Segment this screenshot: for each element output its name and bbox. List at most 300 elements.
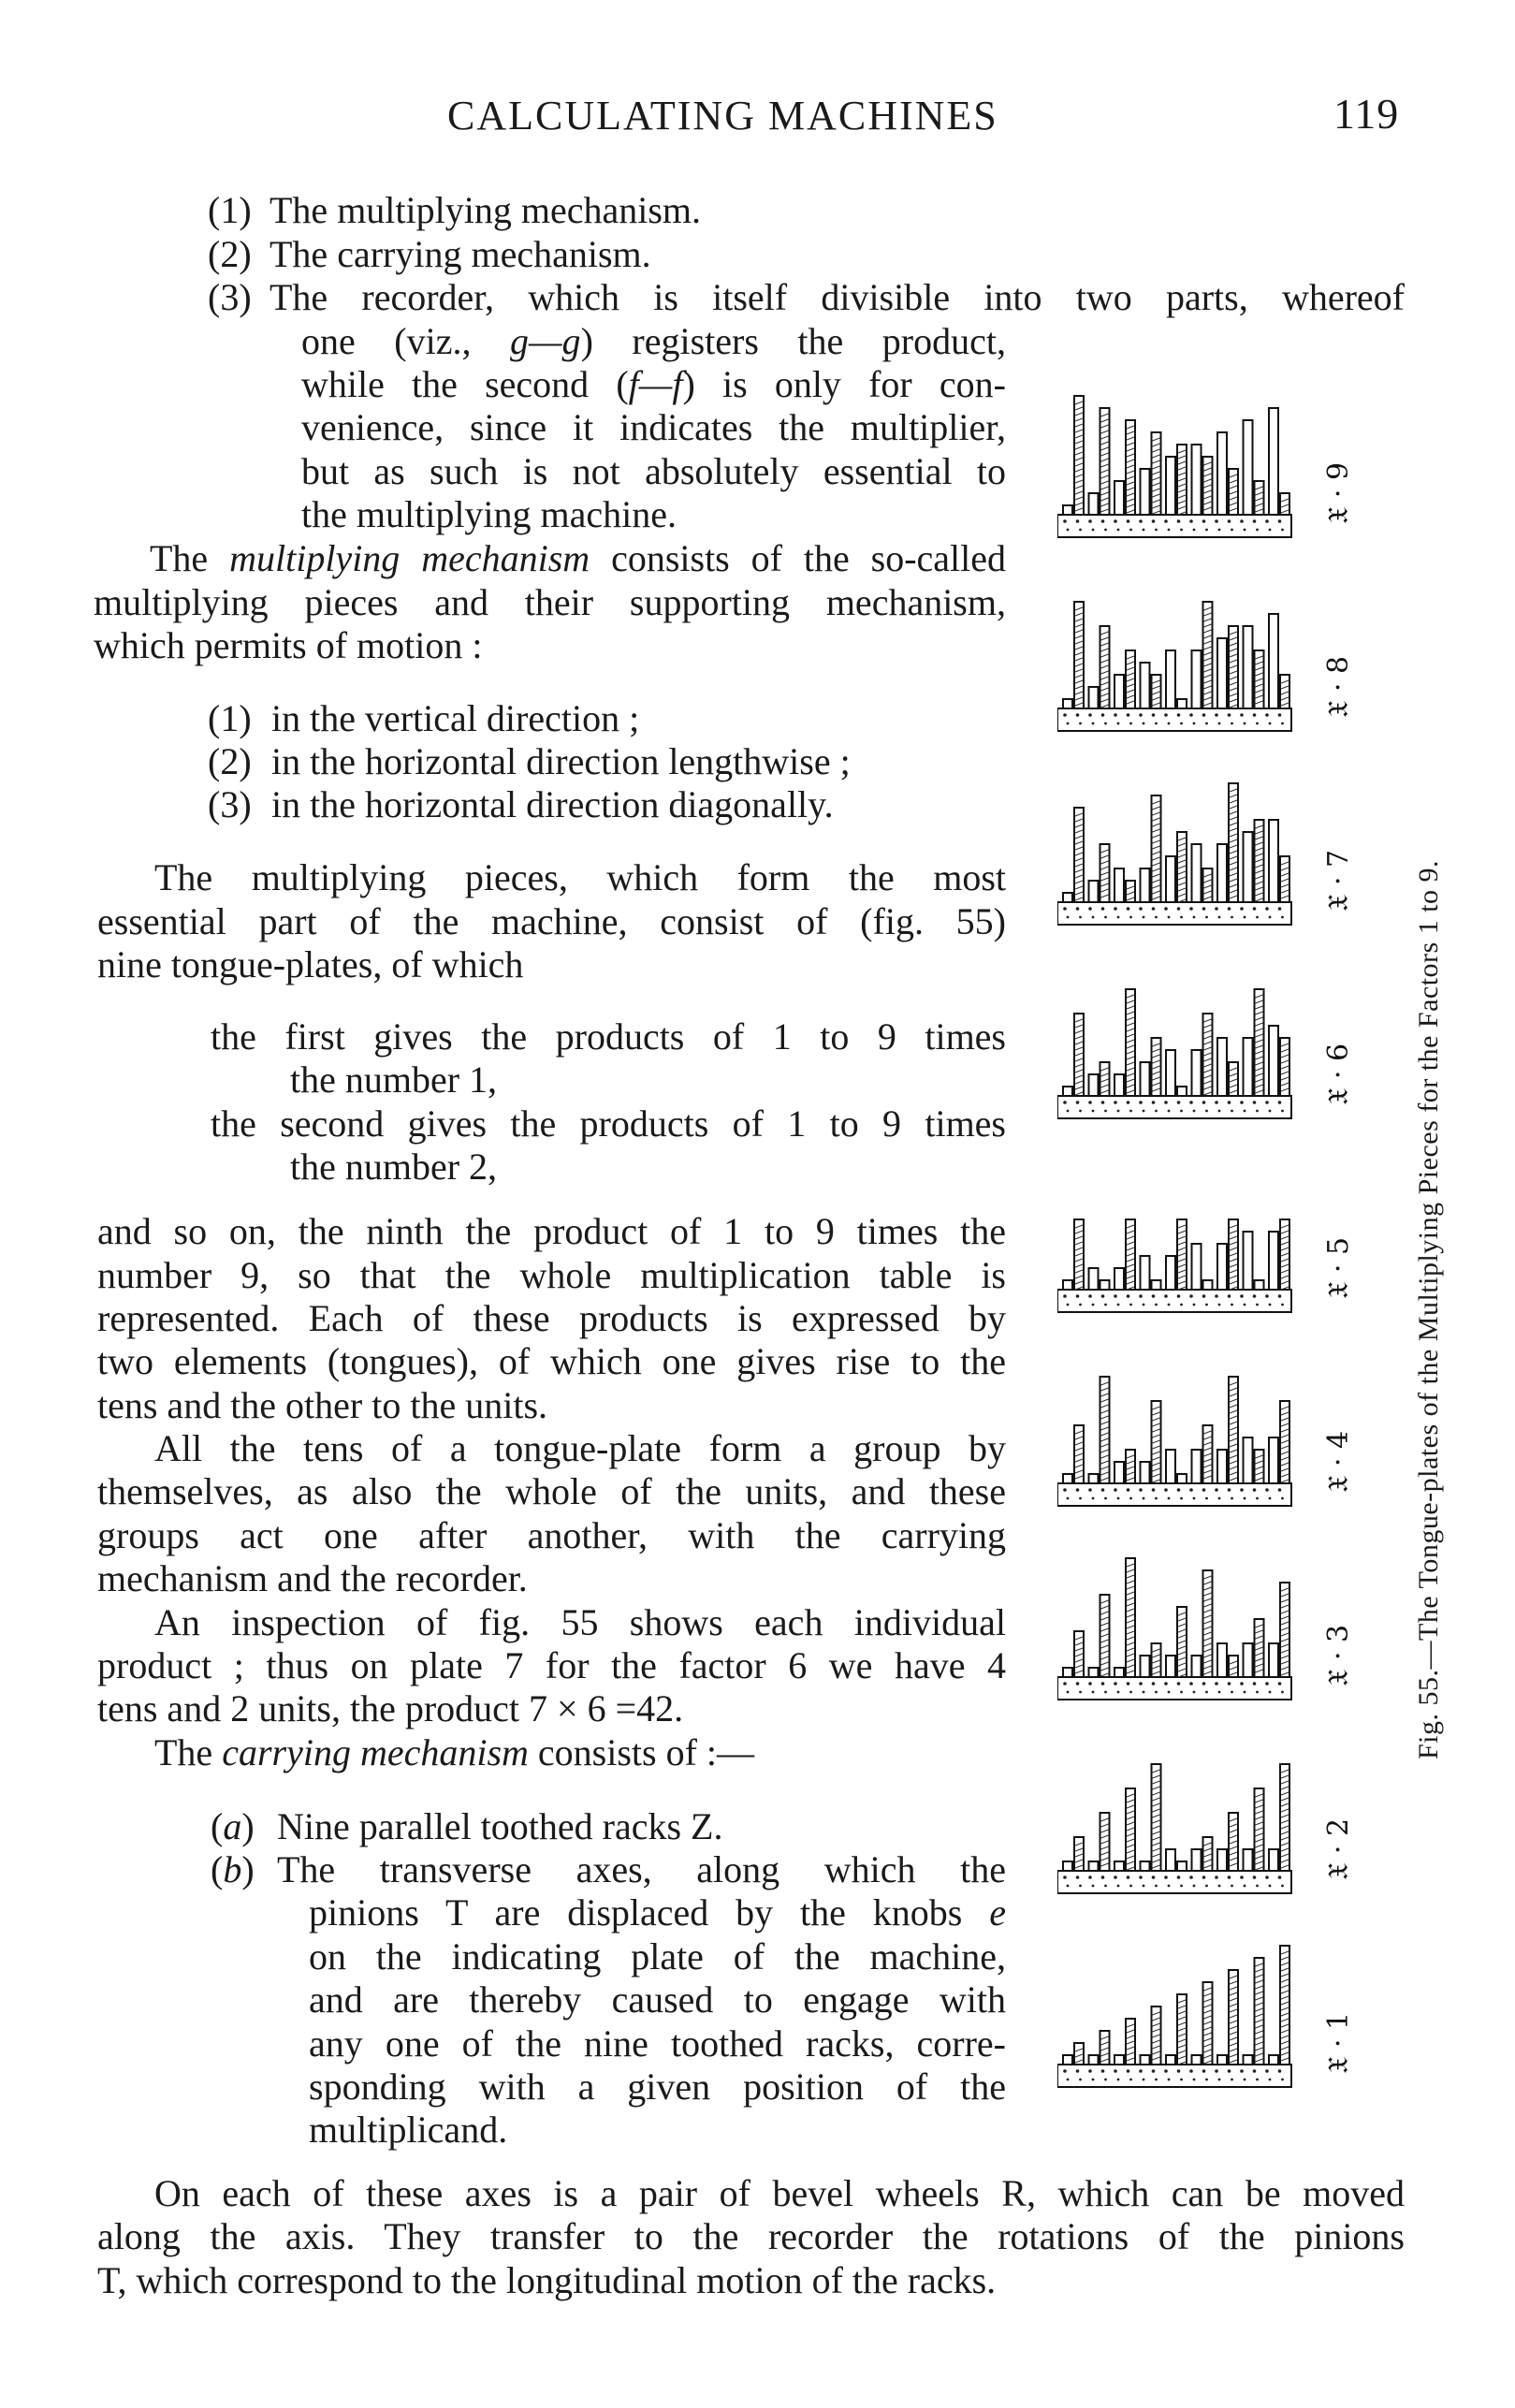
base-mark <box>1202 519 1206 523</box>
base-mark <box>1129 1691 1132 1694</box>
base-mark <box>1278 2069 1282 2073</box>
paragraph-line: tens and the other to the units. <box>97 1384 548 1426</box>
base-mark <box>1168 1691 1171 1694</box>
base-mark <box>1088 907 1092 911</box>
base-mark <box>1139 1294 1143 1298</box>
base-mark <box>1114 1682 1117 1686</box>
paragraph-line: nine tongue-plates, of which <box>97 943 524 985</box>
tens-tongue <box>1141 469 1150 515</box>
base-mark <box>1101 1875 1105 1879</box>
paragraph-line: which permits of motion : <box>94 624 483 666</box>
base-mark <box>1180 722 1183 725</box>
tens-tongue <box>1217 1244 1227 1290</box>
plate-label: 𝔛 · 8 <box>1322 655 1355 718</box>
plate-base <box>1057 2065 1291 2087</box>
base-mark <box>1127 2069 1130 2073</box>
base-mark <box>1114 713 1117 717</box>
base-mark <box>1079 2079 1082 2081</box>
base-mark <box>1202 907 1206 911</box>
list-item-number: (3) <box>208 783 252 825</box>
base-mark <box>1253 2069 1257 2073</box>
units-tongue <box>1255 1280 1264 1290</box>
base-mark <box>1244 1304 1246 1306</box>
tens-tongue <box>1166 457 1175 515</box>
list-item-text: in the horizontal direction diagonally. <box>271 783 834 825</box>
base-mark <box>1215 1875 1218 1879</box>
plate-base <box>1057 902 1291 925</box>
base-mark <box>1244 2079 1246 2081</box>
base-mark <box>1180 1497 1183 1500</box>
base-mark <box>1104 916 1107 919</box>
list-item-text: pinions T are displaced by the knobs e <box>309 1891 1006 1934</box>
tens-tongue <box>1269 820 1278 902</box>
tens-tongue <box>1192 650 1202 708</box>
base-mark <box>1231 1885 1233 1888</box>
base-mark <box>1076 713 1080 717</box>
tongue-plate <box>1057 1558 1355 1700</box>
tens-tongue <box>1217 2055 1227 2065</box>
base-mark <box>1253 907 1257 911</box>
list-item-text: the multiplying machine. <box>301 493 677 535</box>
tens-tongue <box>1114 481 1124 515</box>
units-tongue <box>1177 1474 1187 1483</box>
base-mark <box>1143 1110 1145 1113</box>
base-mark <box>1244 1885 1246 1888</box>
tongue-plate <box>1057 1764 1355 1893</box>
plate-base <box>1057 1677 1291 1700</box>
base-mark <box>1240 1101 1244 1104</box>
base-mark <box>1139 907 1143 911</box>
base-mark <box>1079 1691 1082 1694</box>
tens-tongue <box>1192 2055 1202 2065</box>
units-tongue <box>1177 1861 1187 1871</box>
tongue-plate <box>1057 602 1355 731</box>
base-mark <box>1164 713 1168 717</box>
base-mark <box>1155 529 1158 532</box>
base-mark <box>1228 1294 1231 1298</box>
tens-tongue <box>1089 2055 1099 2065</box>
tens-tongue <box>1166 1450 1175 1483</box>
base-mark <box>1164 1488 1168 1492</box>
base-mark <box>1240 2069 1244 2073</box>
base-mark <box>1265 2069 1269 2073</box>
base-mark <box>1189 1682 1193 1686</box>
base-mark <box>1253 1488 1257 1492</box>
base-mark <box>1092 1304 1095 1306</box>
base-mark <box>1202 1488 1206 1492</box>
base-mark <box>1218 1304 1221 1306</box>
tens-tongue <box>1063 2055 1072 2065</box>
base-mark <box>1180 1885 1183 1888</box>
base-mark <box>1193 1110 1196 1113</box>
base-mark <box>1228 1488 1231 1492</box>
base-mark <box>1202 1682 1206 1686</box>
base-mark <box>1231 529 1233 532</box>
figure-caption: Fig. 55.—The Tongue-plates of the Multiplying Pieces for the Factors 1 to 9. <box>1413 859 1444 1759</box>
base-mark <box>1265 907 1269 911</box>
base-mark <box>1168 1110 1171 1113</box>
base-mark <box>1152 519 1156 523</box>
base-mark <box>1076 907 1080 911</box>
base-mark <box>1067 1110 1070 1113</box>
tens-tongue <box>1089 687 1099 708</box>
base-mark <box>1076 1488 1080 1492</box>
base-mark <box>1177 1682 1181 1686</box>
base-mark <box>1168 916 1171 919</box>
base-mark <box>1117 916 1120 919</box>
base-mark <box>1269 2079 1272 2081</box>
tens-tongue <box>1141 1861 1150 1871</box>
base-mark <box>1067 1304 1070 1306</box>
base-mark <box>1253 713 1257 717</box>
base-mark <box>1127 713 1130 717</box>
base-mark <box>1278 1101 1282 1104</box>
paragraph-line: T, which correspond to the longitudinal motion of the racks. <box>97 2259 997 2301</box>
paragraph-line: tens and 2 units, the product 7 × 6 =42. <box>97 1687 684 1729</box>
base-mark <box>1228 907 1231 911</box>
list-item-number: (2) <box>208 740 252 782</box>
paragraph-line: along the axis. They transfer to the recorder the rotations of the pinions <box>97 2215 1405 2257</box>
tens-tongue <box>1269 1849 1278 1871</box>
base-mark <box>1129 529 1132 532</box>
base-mark <box>1067 1885 1070 1888</box>
base-mark <box>1063 1682 1067 1686</box>
base-mark <box>1127 1101 1130 1104</box>
base-mark <box>1189 1488 1193 1492</box>
tens-tongue <box>1217 1643 1227 1677</box>
base-mark <box>1079 1497 1082 1500</box>
base-mark <box>1228 1101 1231 1104</box>
base-mark <box>1117 722 1120 725</box>
tens-tongue <box>1269 1026 1278 1096</box>
base-mark <box>1265 1682 1269 1686</box>
base-mark <box>1114 1101 1117 1104</box>
base-mark <box>1189 1294 1193 1298</box>
tens-tongue <box>1114 2055 1124 2065</box>
tens-tongue <box>1192 1849 1202 1871</box>
paragraph-line: essential part of the machine, consist of (fig. 55) <box>97 900 1006 942</box>
tens-tongue <box>1166 650 1175 708</box>
base-mark <box>1253 1294 1257 1298</box>
tens-tongue <box>1269 1438 1278 1483</box>
base-mark <box>1253 1682 1257 1686</box>
base-mark <box>1215 1101 1218 1104</box>
base-mark <box>1278 1682 1282 1686</box>
base-mark <box>1244 1691 1246 1694</box>
base-mark <box>1228 713 1231 717</box>
plate-base <box>1057 515 1291 537</box>
paragraph-line: product ; thus on plate 7 for the factor 6 we have 4 <box>97 1644 1006 1686</box>
tens-tongue <box>1114 1268 1124 1290</box>
base-mark <box>1193 2079 1196 2081</box>
tongue-plate <box>1057 1377 1355 1506</box>
plate-base <box>1057 1290 1291 1312</box>
base-mark <box>1155 2079 1158 2081</box>
tens-tongue <box>1089 1268 1099 1290</box>
base-mark <box>1117 529 1120 532</box>
base-mark <box>1269 1691 1272 1694</box>
base-mark <box>1189 519 1193 523</box>
base-mark <box>1168 1885 1171 1888</box>
base-mark <box>1067 1691 1070 1694</box>
base-mark <box>1104 1885 1107 1888</box>
base-mark <box>1189 907 1193 911</box>
base-mark <box>1202 1294 1206 1298</box>
base-mark <box>1240 713 1244 717</box>
base-mark <box>1079 722 1082 725</box>
base-mark <box>1189 713 1193 717</box>
tens-tongue <box>1114 1861 1124 1871</box>
units-tongue <box>1177 699 1187 708</box>
tens-tongue <box>1244 1038 1253 1096</box>
base-mark <box>1218 2079 1221 2081</box>
tens-tongue <box>1166 2055 1175 2065</box>
base-mark <box>1231 722 1233 725</box>
base-mark <box>1205 722 1208 725</box>
base-mark <box>1265 1101 1269 1104</box>
plate-label: 𝔛 · 7 <box>1322 849 1355 912</box>
base-mark <box>1281 1304 1284 1306</box>
base-mark <box>1127 1875 1130 1879</box>
base-mark <box>1129 916 1132 919</box>
base-mark <box>1168 1497 1171 1500</box>
base-mark <box>1240 1488 1244 1492</box>
base-mark <box>1189 2069 1193 2073</box>
base-mark <box>1269 916 1272 919</box>
base-mark <box>1088 1488 1092 1492</box>
tens-tongue <box>1192 1656 1202 1677</box>
units-tongue <box>1152 1280 1161 1290</box>
base-mark <box>1164 1101 1168 1104</box>
base-mark <box>1231 1110 1233 1113</box>
base-mark <box>1256 722 1259 725</box>
list-item-number: (2) <box>208 233 252 275</box>
base-mark <box>1215 1682 1218 1686</box>
list-item-text: the first gives the products of 1 to 9 times <box>211 1015 1006 1058</box>
base-mark <box>1079 1885 1082 1888</box>
base-mark <box>1092 722 1095 725</box>
tens-tongue <box>1192 844 1202 902</box>
tens-tongue <box>1141 663 1150 708</box>
base-mark <box>1168 1304 1171 1306</box>
base-mark <box>1104 529 1107 532</box>
units-tongue <box>1100 1280 1110 1290</box>
plate-label: 𝔛 · 9 <box>1322 461 1355 524</box>
base-mark <box>1155 1691 1158 1694</box>
list-item-number: (a) <box>211 1805 255 1847</box>
base-mark <box>1129 2079 1132 2081</box>
base-mark <box>1253 1101 1257 1104</box>
base-mark <box>1063 1101 1067 1104</box>
base-mark <box>1281 1885 1284 1888</box>
plate-label: 𝔛 · 1 <box>1322 2011 1355 2074</box>
base-mark <box>1281 529 1284 532</box>
list-item-text: The multiplying mechanism. <box>269 189 702 231</box>
base-mark <box>1117 1885 1120 1888</box>
base-mark <box>1117 2079 1120 2081</box>
base-mark <box>1278 1875 1282 1879</box>
tens-tongue <box>1166 1050 1175 1096</box>
base-mark <box>1139 1682 1143 1686</box>
base-mark <box>1244 916 1246 919</box>
base-mark <box>1104 1110 1107 1113</box>
tens-tongue <box>1063 699 1072 708</box>
paragraph-line: two elements (tongues), of which one gives rise to the <box>97 1340 1006 1382</box>
base-mark <box>1193 529 1196 532</box>
base-mark <box>1202 713 1206 717</box>
tens-tongue <box>1089 1074 1099 1096</box>
list-item-text: but as such is not absolutely essential to <box>301 450 1006 492</box>
base-mark <box>1114 1294 1117 1298</box>
paragraph-line: multiplying pieces and their supporting mechanism, <box>94 581 1006 623</box>
base-mark <box>1076 1875 1080 1879</box>
tens-tongue <box>1269 408 1278 515</box>
base-mark <box>1218 1691 1221 1694</box>
tongue-plate <box>1057 1946 1355 2087</box>
base-mark <box>1168 722 1171 725</box>
paragraph-line: groups act one after another, with the carrying <box>97 1514 1006 1556</box>
base-mark <box>1177 1488 1181 1492</box>
base-mark <box>1269 529 1272 532</box>
base-mark <box>1281 2079 1284 2081</box>
base-mark <box>1088 1101 1092 1104</box>
tens-tongue <box>1089 493 1099 515</box>
base-mark <box>1101 713 1105 717</box>
tens-tongue <box>1166 856 1175 902</box>
list-item-text: on the indicating plate of the machine, <box>309 1935 1006 1977</box>
base-mark <box>1281 916 1284 919</box>
base-mark <box>1193 722 1196 725</box>
base-mark <box>1101 519 1105 523</box>
base-mark <box>1143 2079 1145 2081</box>
list-item-text: sponding with a given position of the <box>309 2065 1006 2108</box>
base-mark <box>1063 1488 1067 1492</box>
base-mark <box>1092 2079 1095 2081</box>
paragraph-line: The carrying mechanism consists of :— <box>154 1731 755 1773</box>
base-mark <box>1281 722 1284 725</box>
base-mark <box>1177 2069 1181 2073</box>
base-mark <box>1155 1110 1158 1113</box>
base-mark <box>1265 1294 1269 1298</box>
base-mark <box>1164 2069 1168 2073</box>
base-mark <box>1205 1691 1208 1694</box>
base-mark <box>1088 1294 1092 1298</box>
tens-tongue <box>1244 2055 1253 2065</box>
base-mark <box>1180 916 1183 919</box>
base-mark <box>1117 1497 1120 1500</box>
tongue-plates-figure <box>1057 374 1366 2106</box>
base-mark <box>1215 519 1218 523</box>
paragraph-line: On each of these axes is a pair of bevel wheels R, which can be moved <box>154 2172 1405 2214</box>
base-mark <box>1152 1488 1156 1492</box>
base-mark <box>1143 722 1145 725</box>
base-mark <box>1265 713 1269 717</box>
units-tongue <box>1177 1087 1187 1096</box>
base-mark <box>1127 519 1130 523</box>
tens-tongue <box>1141 1656 1150 1677</box>
base-mark <box>1177 713 1181 717</box>
base-mark <box>1139 1101 1143 1104</box>
base-mark <box>1202 2069 1206 2073</box>
base-mark <box>1092 1110 1095 1113</box>
page-number: 119 <box>1333 90 1400 138</box>
list-item-text: the number 2, <box>290 1146 498 1188</box>
base-mark <box>1205 1304 1208 1306</box>
base-mark <box>1092 1497 1095 1500</box>
base-mark <box>1256 1304 1259 1306</box>
base-mark <box>1063 519 1067 523</box>
base-mark <box>1063 1875 1067 1879</box>
base-mark <box>1101 2069 1105 2073</box>
paragraph-line: An inspection of fig. 55 shows each individual <box>154 1601 1006 1643</box>
tens-tongue <box>1192 1050 1202 1096</box>
paragraph-line: mechanism and the recorder. <box>97 1557 528 1599</box>
tens-tongue <box>1114 1668 1124 1677</box>
tens-tongue <box>1217 638 1227 708</box>
base-mark <box>1228 2069 1231 2073</box>
base-mark <box>1088 713 1092 717</box>
base-mark <box>1117 1304 1120 1306</box>
base-mark <box>1152 1101 1156 1104</box>
base-mark <box>1155 1885 1158 1888</box>
list-item-number: (1) <box>208 697 252 739</box>
tens-tongue <box>1063 1668 1072 1677</box>
tens-tongue <box>1217 844 1227 902</box>
base-mark <box>1231 2079 1233 2081</box>
base-mark <box>1202 1101 1206 1104</box>
base-mark <box>1240 1875 1244 1879</box>
tens-tongue <box>1166 1849 1175 1871</box>
base-mark <box>1269 1304 1272 1306</box>
base-mark <box>1281 1497 1284 1500</box>
list-item-text: while the second (f—f) is only for con- <box>301 363 1007 405</box>
tens-tongue <box>1166 1656 1175 1677</box>
base-mark <box>1092 529 1095 532</box>
base-mark <box>1256 1497 1259 1500</box>
base-mark <box>1127 1682 1130 1686</box>
base-mark <box>1278 519 1282 523</box>
base-mark <box>1139 519 1143 523</box>
base-mark <box>1253 1875 1257 1879</box>
base-mark <box>1063 2069 1067 2073</box>
tens-tongue <box>1192 1450 1202 1483</box>
base-mark <box>1253 519 1257 523</box>
base-mark <box>1265 1488 1269 1492</box>
base-mark <box>1104 1304 1107 1306</box>
list-item-number: (1) <box>208 189 252 231</box>
base-mark <box>1076 1101 1080 1104</box>
base-mark <box>1205 1497 1208 1500</box>
base-mark <box>1079 529 1082 532</box>
tens-tongue <box>1217 1038 1227 1096</box>
base-mark <box>1193 916 1196 919</box>
tens-tongue <box>1244 626 1253 708</box>
base-mark <box>1152 1875 1156 1879</box>
base-mark <box>1278 713 1282 717</box>
base-mark <box>1164 1682 1168 1686</box>
tens-tongue <box>1063 1280 1072 1290</box>
tens-tongue <box>1269 1232 1278 1290</box>
tens-tongue <box>1269 1643 1278 1677</box>
base-mark <box>1114 907 1117 911</box>
base-mark <box>1218 1885 1221 1888</box>
base-mark <box>1088 2069 1092 2073</box>
base-mark <box>1228 519 1231 523</box>
plate-label: 𝔛 · 4 <box>1322 1430 1355 1493</box>
base-mark <box>1143 1885 1145 1888</box>
base-mark <box>1256 1110 1259 1113</box>
base-mark <box>1231 1497 1233 1500</box>
